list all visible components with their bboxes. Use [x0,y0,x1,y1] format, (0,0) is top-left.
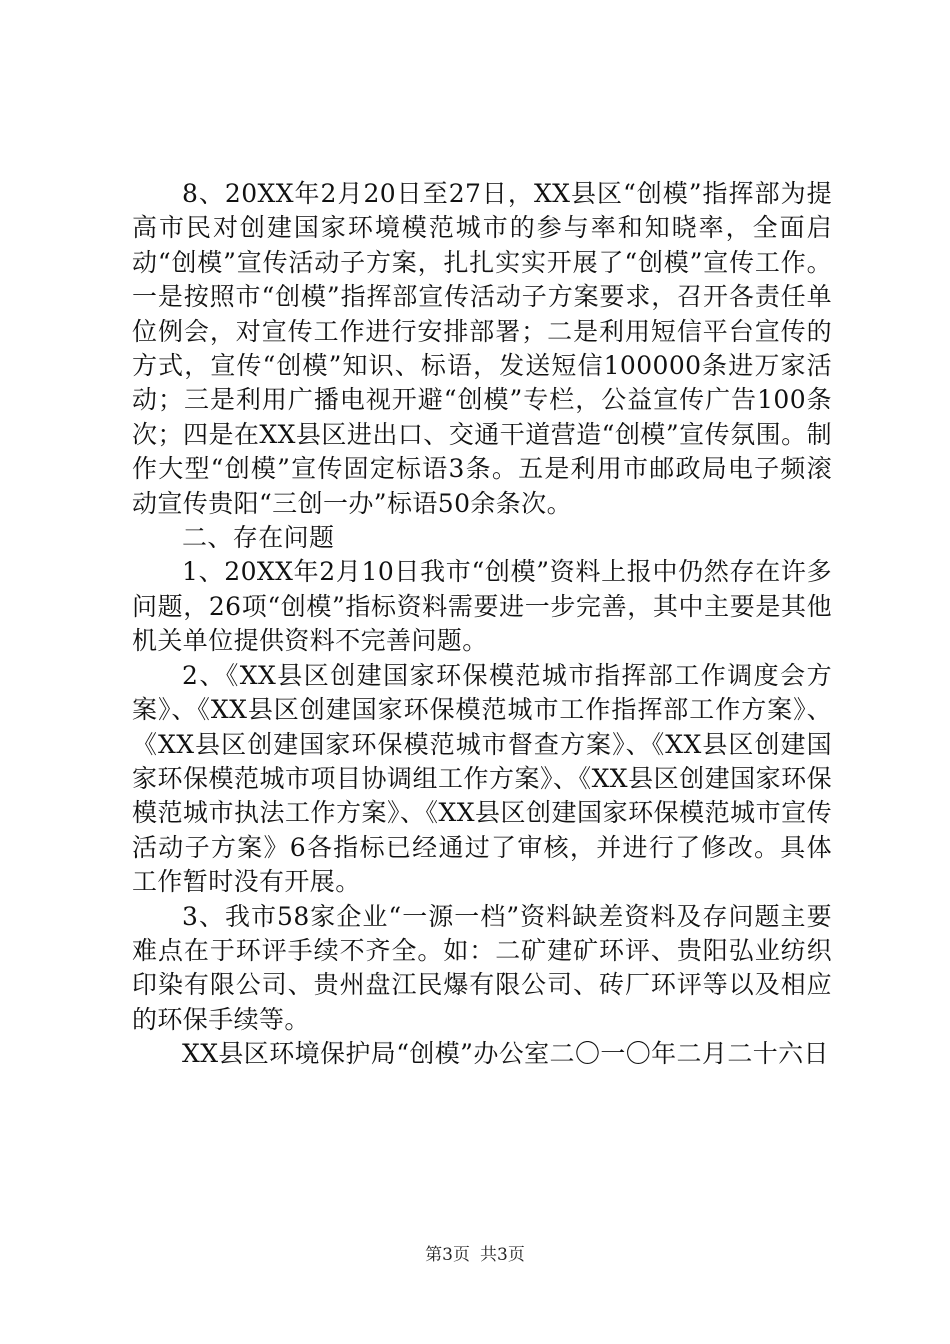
page-number-total: 共3页 [480,1245,525,1265]
signature-date-line: XX县区环境保护局“创模”办公室二〇一〇年二月二十六日 [182,1039,829,1069]
document-body [132,177,832,1072]
page-number-current: 第3页 [425,1245,470,1265]
paragraph-publicity-work: 8、20XX年2月20日至27日，XX县区“创模”指挥部为提高市民对创建国家环境模范城市的参与率和知晓率，全面启动“创模”宣传活动子方案，扎扎实实开展了“创模”宣传工作。一是按照市“创模”指挥部宣传活动子方案要求，召开各责任单位例会，对宣传工作进行安排部署；二是利用短信平台宣传的方式，宣传“创模”知识、标语，发送短信100000条进万家活动；三是利用广播电视开避“创模”专栏，公益宣传广告100条次；四是在XX县区进出口、交通干道营造“创模”宣传氛围。制作大型“创模”宣传固定标语3条。五是利用市邮政局电子频滚动宣传贵阳“三创一办”标语50余条次。 [132,179,832,518]
paragraph-problem-3: 3、我市58家企业“一源一档”资料缺差资料及存问题主要难点在于环评手续不齐全。如：二矿建矿环评、贵阳弘业纺织印染有限公司、贵州盘江民爆有限公司、砖厂环评等以及相应的环保手续等。 [132,901,832,1034]
page-footer [0,1240,950,1265]
section-heading-existing-problems: 二、存在问题 [182,523,335,553]
paragraph-problem-1: 1、20XX年2月10日我市“创模”资料上报中仍然存在许多问题，26项“创模”指标资料需要进一步完善，其中主要是其他机关单位提供资料不完善问题。 [132,557,832,656]
paragraph-problem-2: 2、《XX县区创建国家环保模范城市指挥部工作调度会方案》、《XX县区创建国家环保模范城市工作指挥部工作方案》、《XX县区创建国家环保模范城市督查方案》、《XX县区创建国家环保模范城市项目协调组工作方案》、《XX县区创建国家环保模范城市执法工作方案》、《XX县区创建国家环保模范城市宣传活动子方案》6各指标已经通过了审核，并进行了修改。具体工作暂时没有开展。 [132,660,832,897]
